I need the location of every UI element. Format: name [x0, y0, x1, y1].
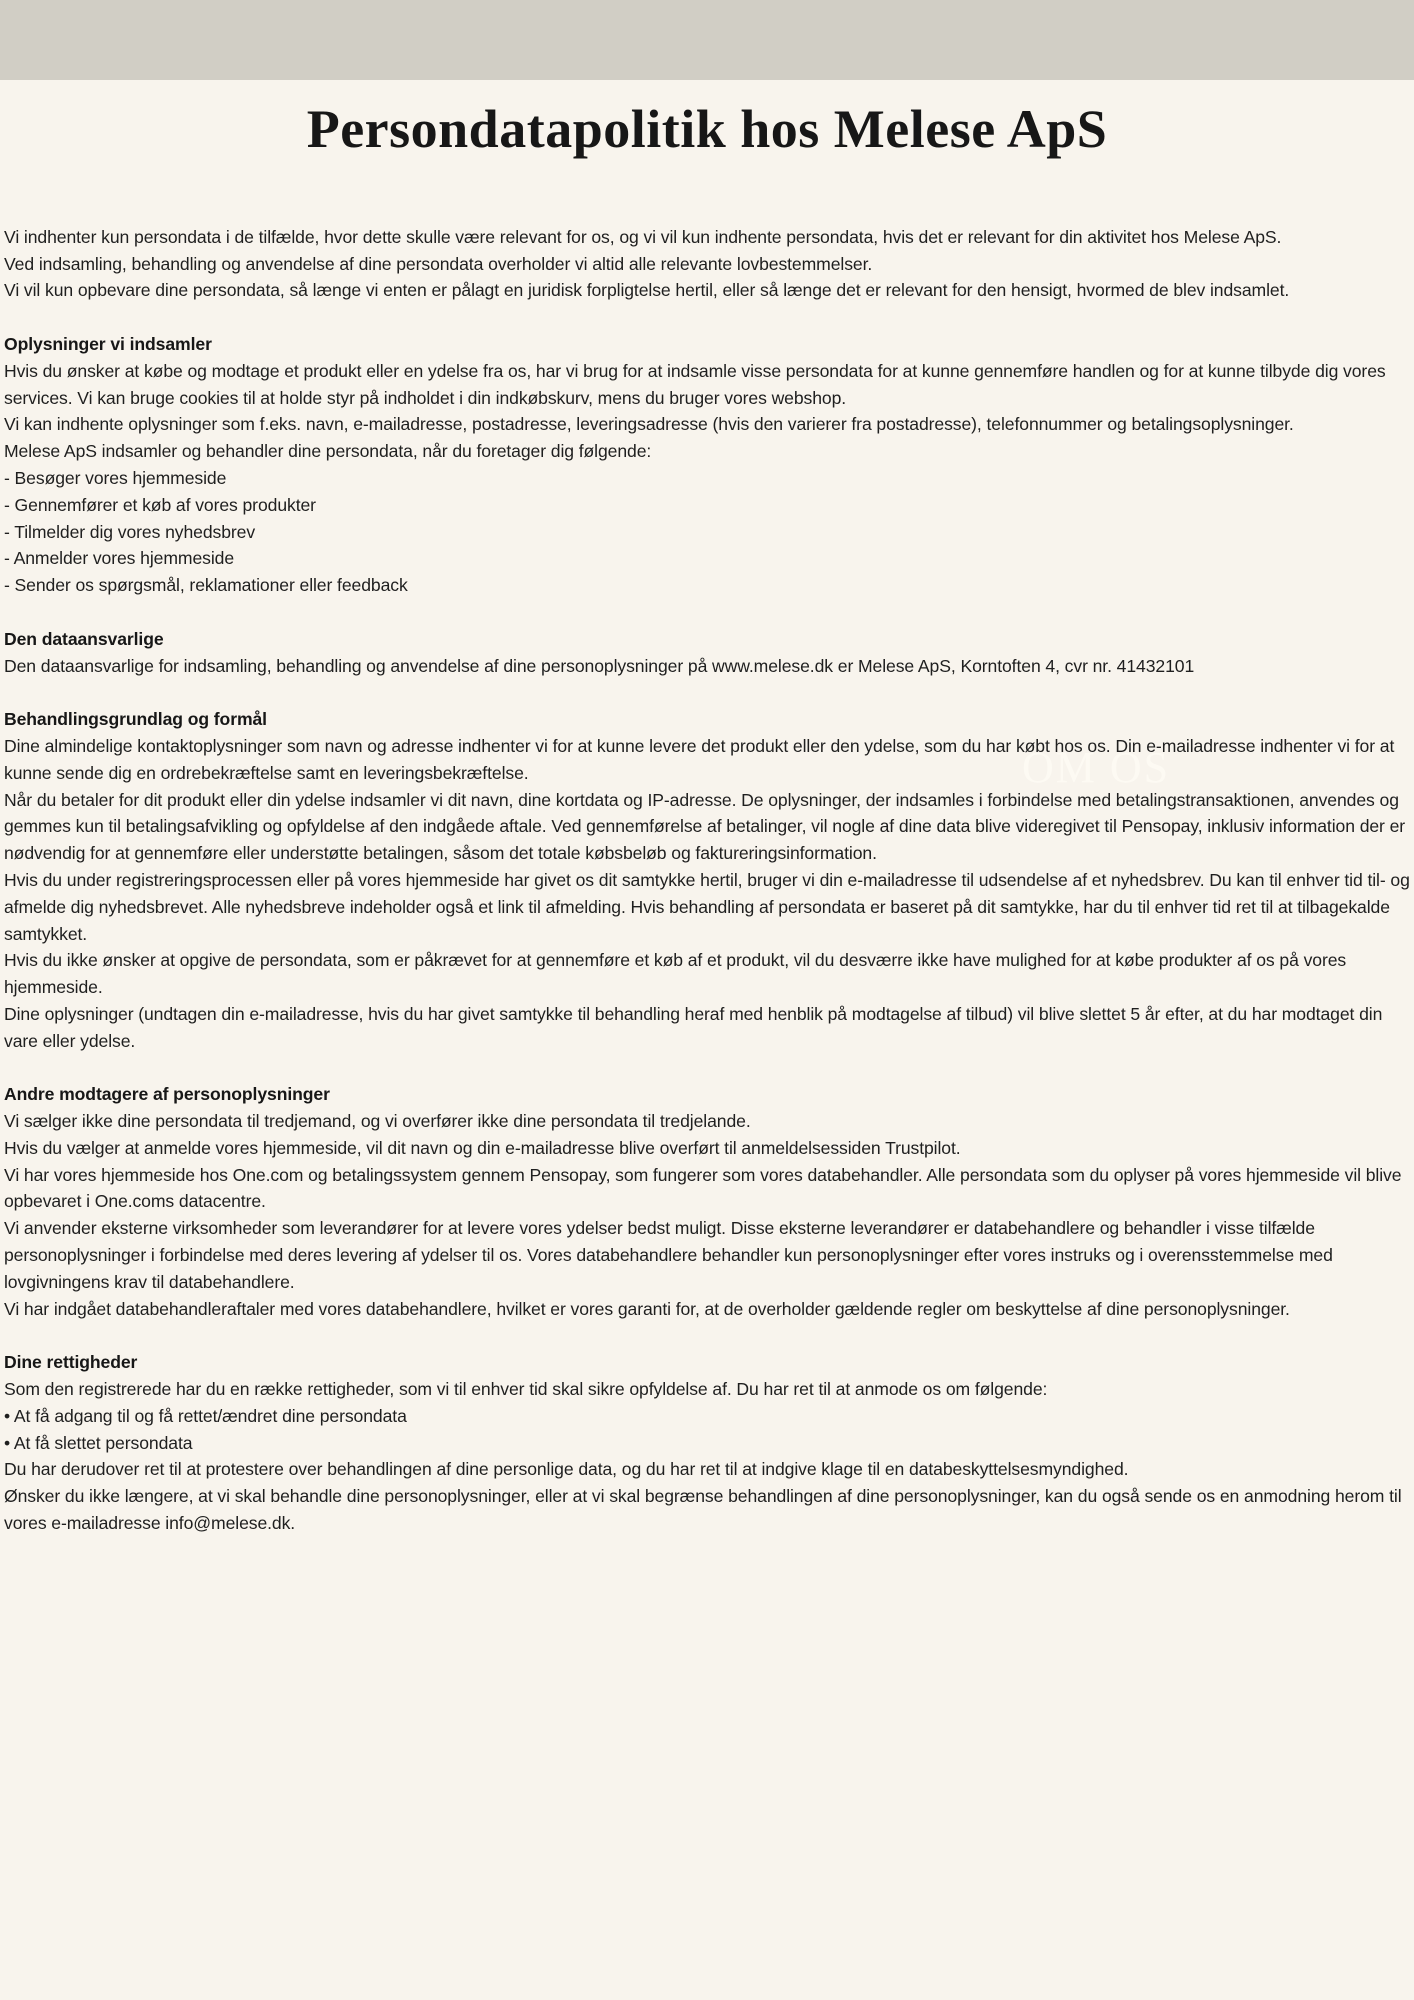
- page-title: Persondatapolitik hos Melese ApS: [306, 99, 1108, 159]
- paragraph: Vi har indgået databehandleraftaler med vores databehandlere, hvilket er vores garanti for, at de overholder gældende regler om beskyttelse af dine personoplysninger.: [4, 1298, 1290, 1319]
- paragraph: Vi sælger ikke dine persondata til tredjemand, og vi overfører ikke dine persondata til tredjelande.: [4, 1111, 751, 1132]
- paragraph: - Sender os spørgsmål, reklamationer eller feedback: [4, 575, 408, 596]
- paragraph: Hvis du ikke ønsker at opgive de persondata, som er påkrævet for at gennemføre et køb af et produkt, vil du desværre ikke have mulighed for at købe produkter af os på vores hjemmeside.: [4, 950, 1347, 998]
- paragraph: - Tilmelder dig vores nyhedsbrev: [4, 521, 256, 542]
- policy-content: [0, 224, 1414, 1537]
- paragraph: Den dataansvarlige for indsamling, behandling og anvendelse af dine personoplysninger på www.melese.dk er Melese ApS, Korntoften 4, cvr nr. 41432101: [4, 655, 1195, 676]
- section-heading: Behandlingsgrundlag og formål: [4, 709, 267, 730]
- paragraph: Som den registrerede har du en række rettigheder, som vi til enhver tid skal sikre opfyldelse af. Du har ret til at anmode os om følgende:: [4, 1379, 1048, 1400]
- section-heading: Dine rettigheder: [4, 1352, 138, 1373]
- paragraph: Vi vil kun opbevare dine persondata, så længe vi enten er pålagt en juridisk forpligtelse hertil, eller så længe det er relevant for den hensigt, hvormed de blev indsamlet.: [4, 280, 1290, 301]
- paragraph: - Anmelder vores hjemmeside: [4, 548, 235, 569]
- om-os-watermark: OM OS: [1022, 743, 1171, 792]
- paragraph: Ved indsamling, behandling og anvendelse af dine persondata overholder vi altid alle relevante lovbestemmelser.: [4, 253, 873, 274]
- paragraph: Hvis du vælger at anmelde vores hjemmeside, vil dit navn og din e-mailadresse blive overført til anmeldelsessiden Trustpilot.: [4, 1137, 961, 1158]
- paragraph: Når du betaler for dit produkt eller din ydelse indsamler vi dit navn, dine kortdata og IP-adresse. De oplysninger, der indsamles i forbindelse med betalingstransaktionen, anvendes og gemmes kun til betalingsafvikling og opfyldelse af den indgåede aftale. Ved gennemførelse af betalinger, vil nogle af dine data blive videregivet til Pensopay, inklusiv information der er nødvendig for at gennemføre eller understøtte betalingen, såsom det totale købsbeløb og faktureringsinformation.: [4, 789, 1406, 864]
- paragraph: Dine almindelige kontaktoplysninger som navn og adresse indhenter vi for at kunne levere det produkt eller den ydelse, som du har købt hos os. Din e-mailadresse indhenter vi for at kunne sende dig en ordrebekræftelse samt en leveringsbekræftelse.: [4, 735, 1395, 783]
- section-heading: Andre modtagere af personoplysninger: [4, 1084, 330, 1105]
- section-heading: Oplysninger vi indsamler: [4, 333, 212, 354]
- paragraph: • At få adgang til og få rettet/ændret dine persondata: [4, 1405, 407, 1426]
- paragraph: Ønsker du ikke længere, at vi skal behandle dine personoplysninger, eller at vi skal begrænse behandlingen af dine personoplysninger, kan du også sende os en anmodning herom til vores e-mailadresse info@melese.dk.: [4, 1486, 1402, 1534]
- paragraph: - Besøger vores hjemmeside: [4, 467, 227, 488]
- top-band: [0, 0, 1414, 80]
- paragraph: Hvis du ønsker at købe og modtage et produkt eller en ydelse fra os, har vi brug for at indsamle visse persondata for at kunne gennemføre handlen og for at kunne tilbyde dig vores services. Vi kan bruge cookies til at holde styr på indholdet i din indkøbskurv, mens du bruger vores webshop.: [4, 360, 1386, 408]
- paragraph: Vi kan indhente oplysninger som f.eks. navn, e-mailadresse, postadresse, leveringsadresse (hvis den varierer fra postadresse), telefonnummer og betalingsoplysninger.: [4, 414, 1294, 435]
- paragraph: • At få slettet persondata: [4, 1432, 193, 1453]
- paragraph: - Gennemfører et køb af vores produkter: [4, 494, 316, 515]
- paragraph: Dine oplysninger (undtagen din e-mailadresse, hvis du har givet samtykke til behandling heraf med henblik på modtagelse af tilbud) vil blive slettet 5 år efter, at du har modtaget din vare eller ydelse.: [4, 1003, 1383, 1051]
- paragraph: Hvis du under registreringsprocessen eller på vores hjemmeside har givet os dit samtykke hertil, bruger vi din e-mailadresse til udsendelse af et nyhedsbrev. Du kan til enhver tid til- og afmelde dig nyhedsbrevet. Alle nyhedsbreve indeholder også et link til afmelding. Hvis behandling af persondata er baseret på dit samtykke, har du til enhver tid ret til at tilbagekalde samtykket.: [4, 869, 1410, 944]
- paragraph: Vi indhenter kun persondata i de tilfælde, hvor dette skulle være relevant for os, og vi vil kun indhente persondata, hvis det er relevant for din aktivitet hos Melese ApS.: [4, 226, 1282, 247]
- section-heading: Den dataansvarlige: [4, 628, 164, 649]
- policy-sections: [4, 224, 1410, 1537]
- paragraph: Vi anvender eksterne virksomheder som leverandører for at levere vores ydelser bedst muligt. Disse eksterne leverandører er databehandlere og behandler i visse tilfælde personoplysninger i forbindelse med deres levering af ydelser til os. Vores databehandlere behandler kun personoplysninger efter vores instruks og i overensstemmelse med lovgivningens krav til databehandlere.: [4, 1218, 1333, 1292]
- paragraph: Melese ApS indsamler og behandler dine persondata, når du foretager dig følgende:: [4, 441, 652, 462]
- paragraph: Vi har vores hjemmeside hos One.com og betalingssystem gennem Pensopay, som fungerer som vores databehandler. Alle persondata som du oplyser på vores hjemmeside vil blive opbevaret i One.coms datacentre.: [4, 1164, 1402, 1212]
- paragraph: Du har derudover ret til at protestere over behandlingen af dine personlige data, og du har ret til at indgive klage til en databeskyttelsesmyndighed.: [4, 1459, 1129, 1480]
